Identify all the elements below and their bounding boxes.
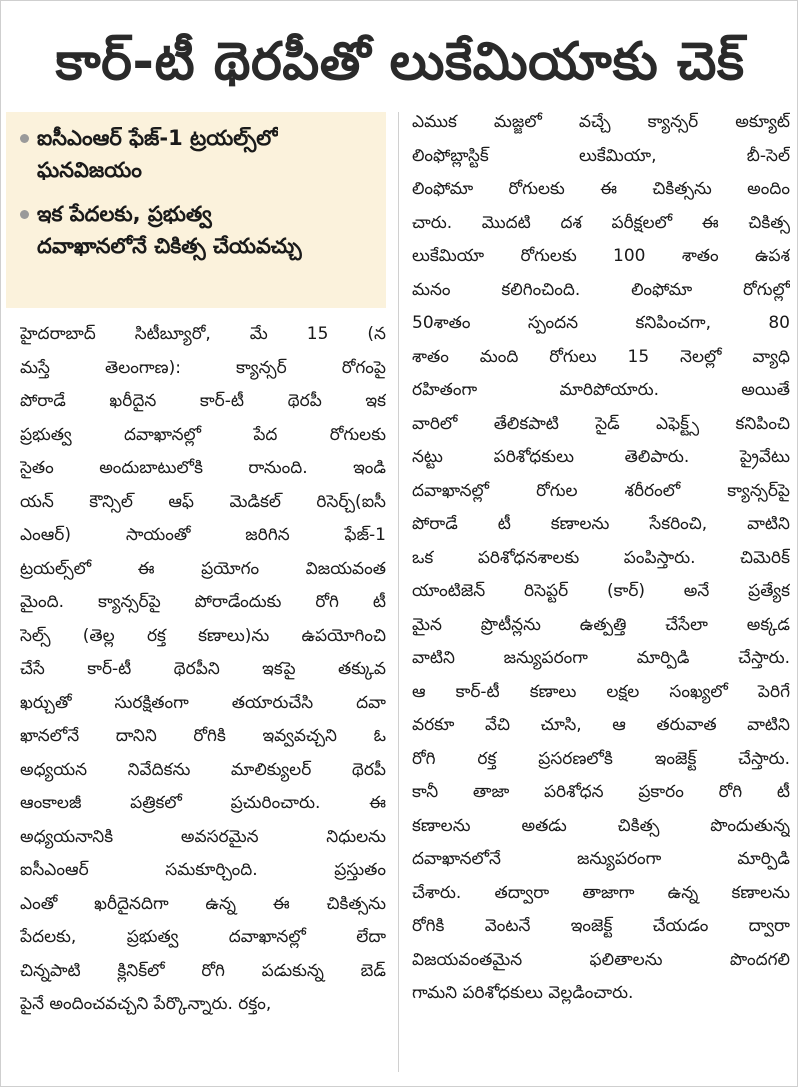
highlight-line: ఘనవిజయం [37,158,142,182]
body-text-line: శాతం మంది రోగులు 15 నెలల్లో వ్యాధి [412,346,790,367]
body-text-line: దవాఖానలోనే జన్యుపరంగా మార్పిడి [412,849,790,869]
body-text-line: లింఫోమా రోగులకు ఈ చికిత్సను అందిం [412,179,790,199]
body-text-line: యాంటిజెన్ రిసెప్టర్ (కార్) అనే ప్రత్యేక [412,581,790,601]
body-text-line: సైతం అందుబాటులోకి రానుంది. ఇండి [20,458,386,478]
body-text-line: చేశారు. తద్వారా తాజాగా ఉన్న కణాలను [412,882,790,903]
body-text-line: ఎంతో ఖరీదైనదిగా ఉన్న ఈ చికిత్సను [20,893,386,914]
body-text-line: పోరాడే టీ కణాలను సేకరించి, వాటిని [412,514,790,534]
highlight-line: ఇక పేదలకు, ప్రభుత్వ [37,202,212,226]
body-text-line: రోగి రక్త ప్రసరణలోకి ఇంజెక్ట్ చేస్తారు. [412,748,790,769]
body-text-line: సెల్స్ (తెల్ల రక్త కణాలు)ను ఉపయోగించి [20,625,386,646]
body-text-line: మనం కలిగించింది. లింఫోమా రోగుల్లో [412,279,790,300]
highlight-text [37,122,278,186]
body-text-line: గామని పరిశోధకులు వెల్లడించారు. [412,983,634,1003]
highlight-line: దవాఖానలోనే చికిత్స చేయవచ్చు [37,234,302,258]
body-text-line: ప్రభుత్వ దవాఖానల్లో పేద రోగులకు [20,424,386,445]
headline: కార్-టీ థెరపీతో లుకేమియాకు చెక్ [55,32,745,92]
highlights-box [6,112,386,308]
body-text-line: ఎంఆర్) సాయంతో జరిగిన ఫేజ్-1 [20,525,386,545]
body-text-line: నట్టు పరిశోధకులు తెలిపారు. ప్రైవేటు [412,447,790,467]
body-text-line: రహితంగా మారిపోయారు. అయితే [412,380,790,400]
body-text-line: ఎముక మజ్జలో వచ్చే క్యాన్సర్ అక్యూట్ [412,112,790,132]
body-text-line: అధ్యయన నివేదికను మాలిక్యులర్ థెరపీ [20,759,386,780]
body-text-line: మస్తే తెలంగాణ): క్యాన్సర్ రోగంపై [20,357,386,378]
body-text-line: హైదరాబాద్ సిటీబ్యూరో, మే 15 (న [20,324,386,344]
body-text-line: కానీ తాజా పరిశోధన ప్రకారం రోగి టీ [412,782,790,802]
body-text-line: యన్ కౌన్సిల్ ఆఫ్ మెడికల్ రిసెర్చ్(ఐసీ [20,491,386,512]
body-text-line: ఐసీఎంఆర్ సమకూర్చింది. ప్రస్తుతం [20,860,386,880]
body-text-line: దవాఖానల్లో రోగుల శరీరంలో క్యాన్సర్‌పై [412,480,790,501]
body-text-line: పైనే అందించవచ్చని పేర్కొన్నారు. రక్తం, [20,994,272,1014]
right-column [412,106,790,1078]
body-text-line: విజయవంతమైన ఫలితాలను పొందగలి [412,949,790,970]
body-text-line: పోరాడే ఖరీదైన కార్-టీ థెరపీ ఇక [20,391,386,411]
body-text-line: వారిలో తేలికపాటి సైడ్ ఎఫెక్ట్స్ కనిపించి [412,413,790,434]
body-text-line: మైన ప్రొటీన్లను ఉత్పత్తి చేసేలా అక్కడ [412,614,790,635]
bullet-icon [20,210,29,219]
body-text-line: ఖానలోనే దానిని రోగికి ఇవ్వవచ్చని ఓ [20,726,386,746]
body-text-line: ఆంకాలజీ పత్రికలో ప్రచురించారు. ఈ [20,793,386,813]
body-text-line: కణాలను అతడు చికిత్స పొందుతున్న [412,815,790,836]
body-text-line: చేసే కార్-టీ థెరపీని ఇకపై తక్కువ [20,659,386,679]
body-text-line: ఖర్చుతో సురక్షితంగా తయారుచేసి దవా [20,692,386,713]
highlight-line: ఐసీఎంఆర్ ఫేజ్-1 ట్రయల్స్‌లో [37,126,278,150]
bullet-icon [20,134,29,143]
highlight-item [16,122,378,186]
body-text-line: పేదలకు, ప్రభుత్వ దవాఖానల్లో లేదా [20,927,386,947]
body-text-line: ట్రయల్స్‌లో ఈ ప్రయోగం విజయవంత [20,558,386,579]
body-text-line: చిన్నపాటి క్లినిక్‌లో రోగి పడుకున్న బెడ్ [20,960,386,981]
body-text-line: ఆ కార్-టీ కణాలు లక్షల సంఖ్యలో పెరిగే [412,681,790,702]
body-text-line: 50శాతం స్పందన కనిపించగా, 80 [412,313,790,333]
body-text-line: ఒక పరిశోధనశాలకు పంపిస్తారు. చిమెరిక్ [412,547,790,568]
body-text-line: చారు. మొదటి దశ పరీక్షలలో ఈ చికిత్స [412,212,790,233]
body-text-line: లుకేమియా రోగులకు 100 శాతం ఉపశ [412,246,790,266]
body-text-line: వరకూ వేచి చూసి, ఆ తరువాత వాటిని [412,715,790,735]
left-column [20,318,386,1078]
column-divider [398,112,399,1072]
body-text-line: రోగికి వెంటనే ఇంజెక్ట్ చేయడం ద్వారా [412,916,790,936]
body-text-line: వాటిని జన్యుపరంగా మార్పిడి చేస్తారు. [412,648,790,668]
highlight-text [37,198,302,262]
body-text-line: అధ్యయనానికి అవసరమైన నిధులను [20,826,386,847]
body-text-line: మైంది. క్యాన్సర్‌పై పోరాడేందుకు రోగి టీ [20,592,386,612]
highlight-item [16,198,378,262]
body-text-line: లింఫోబ్లాస్టిక్ లుకేమియా, బీ-సెల్ [412,145,790,166]
